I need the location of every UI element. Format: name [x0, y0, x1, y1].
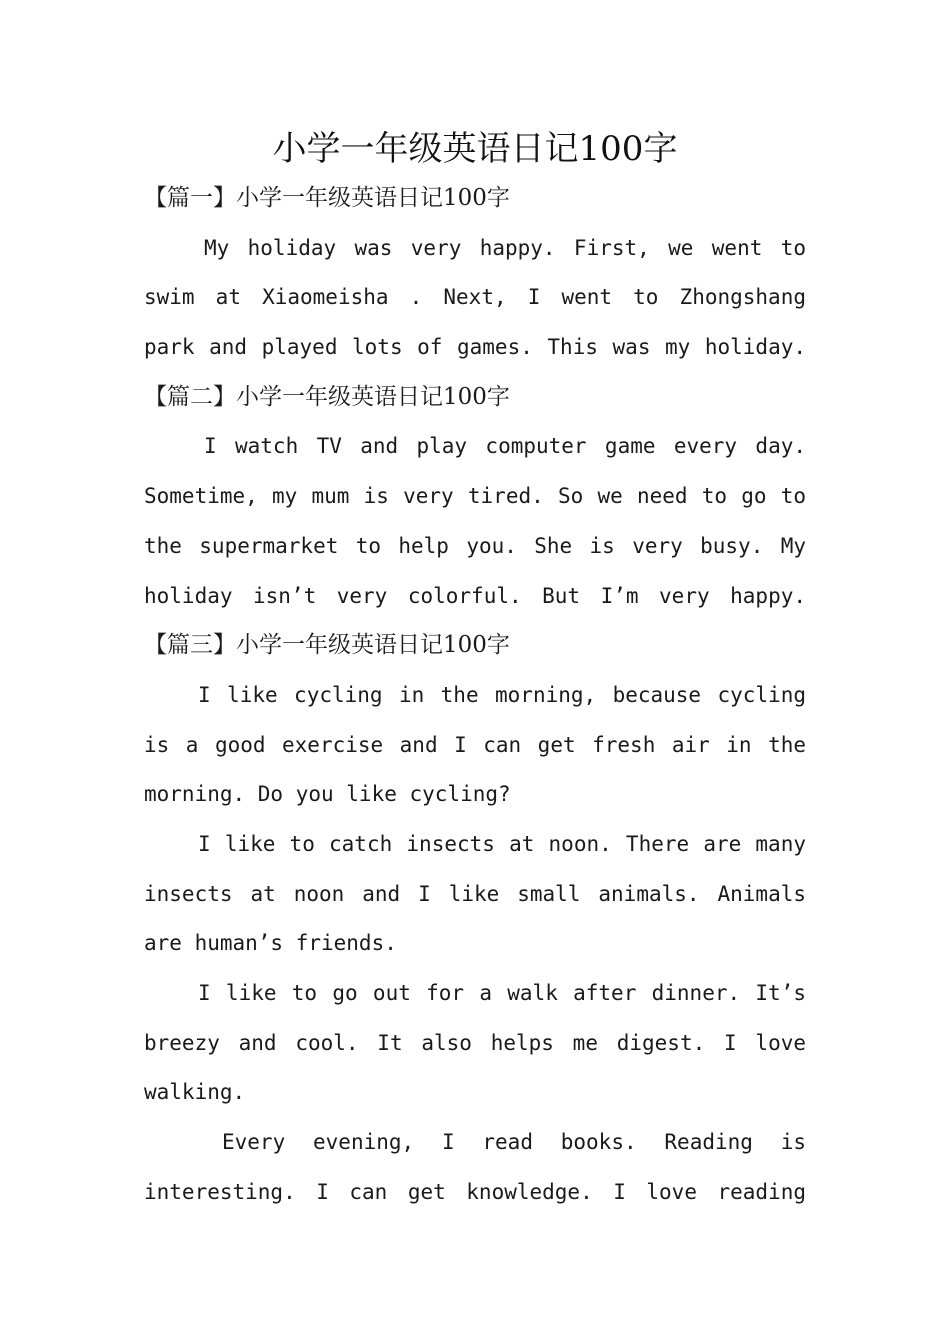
paragraph-line: I like cycling in the morning, because cycling	[198, 682, 806, 707]
paragraph-line: are human’s friends.	[144, 931, 397, 956]
paragraph-line: My holiday was very happy. First, we went to	[204, 235, 806, 260]
section-heading-3: 【篇三】小学一年级英语日记100字	[144, 632, 510, 659]
paragraph-line: walking.	[144, 1080, 246, 1105]
paragraph-line: holiday isn’t very colorful. But I’m very happy.	[144, 583, 806, 608]
paragraph-line: morning. Do you like cycling?	[144, 782, 511, 807]
paragraph-line: I like to catch insects at noon. There are many	[198, 831, 806, 856]
paragraph-line: insects at noon and I like small animals. Animals	[144, 881, 806, 906]
paragraph-line: breezy and cool. It also helps me digest. I love	[144, 1030, 806, 1055]
paragraph-line: park and played lots of games. This was my holiday.	[144, 335, 806, 360]
section-heading-1: 【篇一】小学一年级英语日记100字	[144, 185, 510, 211]
paragraph-line: the supermarket to help you. She is very busy. My	[144, 533, 806, 558]
document-title: 小学一年级英语日记100字	[272, 129, 678, 169]
paragraph-line: Sometime, my mum is very tired. So we need to go to	[144, 484, 806, 509]
paragraph-line: swim at Xiaomeisha . Next, I went to Zhongshang	[144, 285, 806, 310]
document-body	[144, 174, 806, 1217]
paragraph-line: Every evening, I read books. Reading is	[222, 1130, 806, 1155]
paragraph-line: interesting. I can get knowledge. I love reading	[144, 1179, 806, 1204]
paragraph-line: I watch TV and play computer game every day.	[204, 434, 806, 459]
paragraph-line: is a good exercise and I can get fresh air in the	[144, 732, 806, 757]
paragraph-line: I like to go out for a walk after dinner. It’s	[198, 981, 806, 1005]
section-heading-2: 【篇二】小学一年级英语日记100字	[144, 383, 510, 410]
